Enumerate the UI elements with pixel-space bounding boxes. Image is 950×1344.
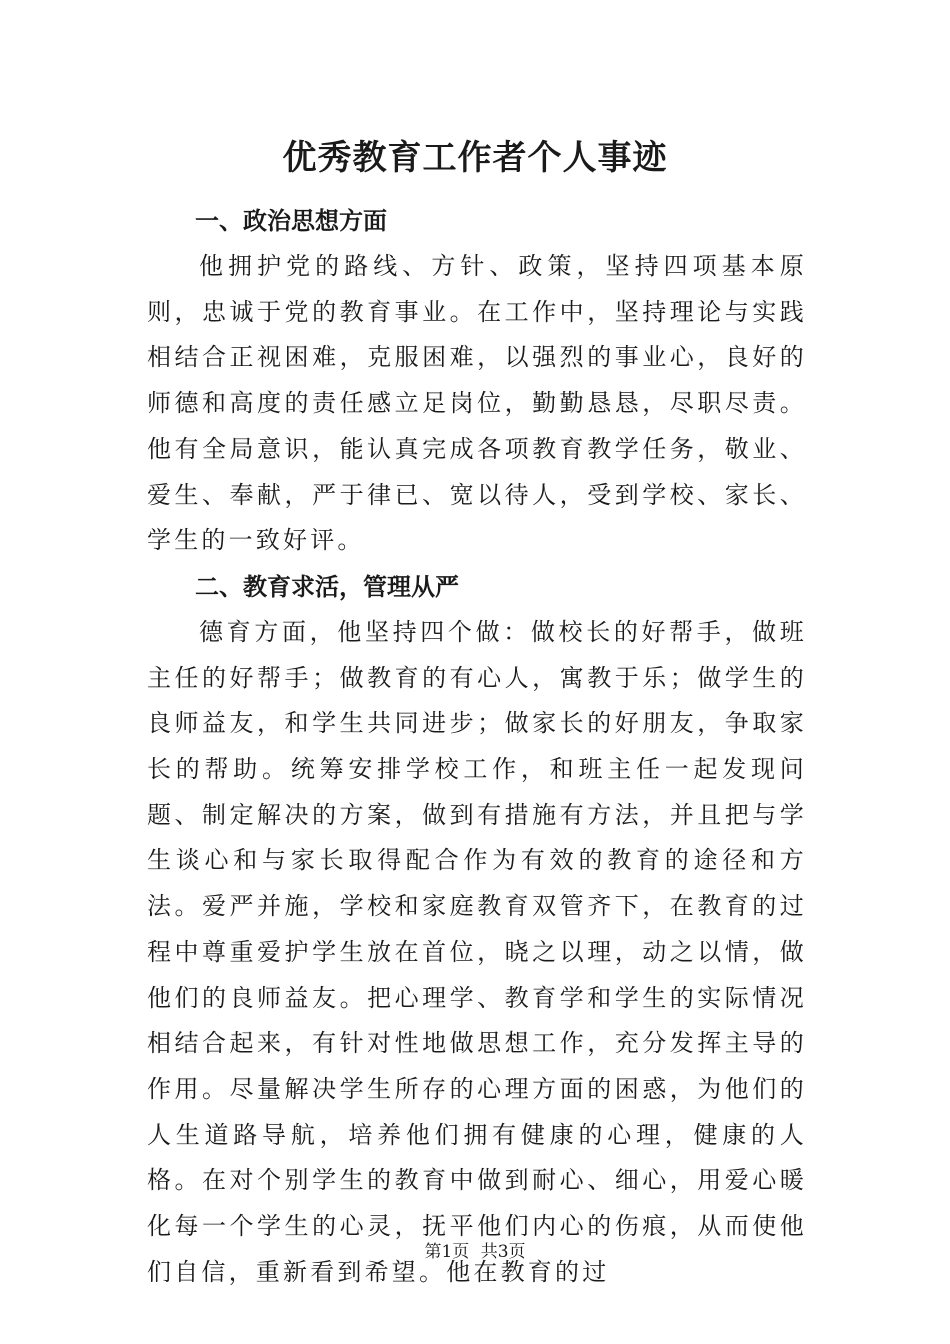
page-number: 第1页 [424,1242,470,1262]
document-body [147,198,807,1295]
section-heading: 一、政治思想方面 [195,207,387,235]
document-title: 优秀教育工作者个人事迹 [282,138,668,178]
section-paragraph: 他拥护党的路线、方针、政策，坚持四项基本原则，忠诚于党的教育事业。在工作中，坚持理论与实践相结合正视困难，克服困难，以强烈的事业心，良好的师德和高度的责任感立足岗位，勤勤恳恳，尽职尽责。他有全局意识，能认真完成各项教育教学任务，敬业、爱生、奉献，严于律已、宽以待人，受到学校、家长、学生的一致好评。 [147,252,807,555]
page-total: 共3页 [480,1242,526,1262]
page-footer [0,1240,950,1264]
section-paragraph: 德育方面，他坚持四个做：做校长的好帮手，做班主任的好帮手；做教育的有心人，寓教于乐；做学生的良师益友，和学生共同进步；做家长的好朋友，争取家长的帮助。统筹安排学校工作，和班主任一起发现问题、制定解决的方案，做到有措施有方法，并且把与学生谈心和与家长取得配合作为有效的教育的途径和方法。爱严并施，学校和家庭教育双管齐下，在教育的过程中尊重爱护学生放在首位，晓之以理，动之以情，做他们的良师益友。把心理学、教育学和学生的实际情况相结合起来，有针对性地做思想工作，充分发挥主导的作用。尽量解决学生所存的心理方面的困惑，为他们的人生道路导航，培养他们拥有健康的心理，健康的人格。在对个别学生的教育中做到耐心、细心，用爱心暖化每一个学生的心灵，抚平他们内心的伤痕，从而使他们自信，重新看到希望。他在教育的过 [147,617,807,1286]
section-heading: 二、教育求活，管理从严 [195,572,459,601]
